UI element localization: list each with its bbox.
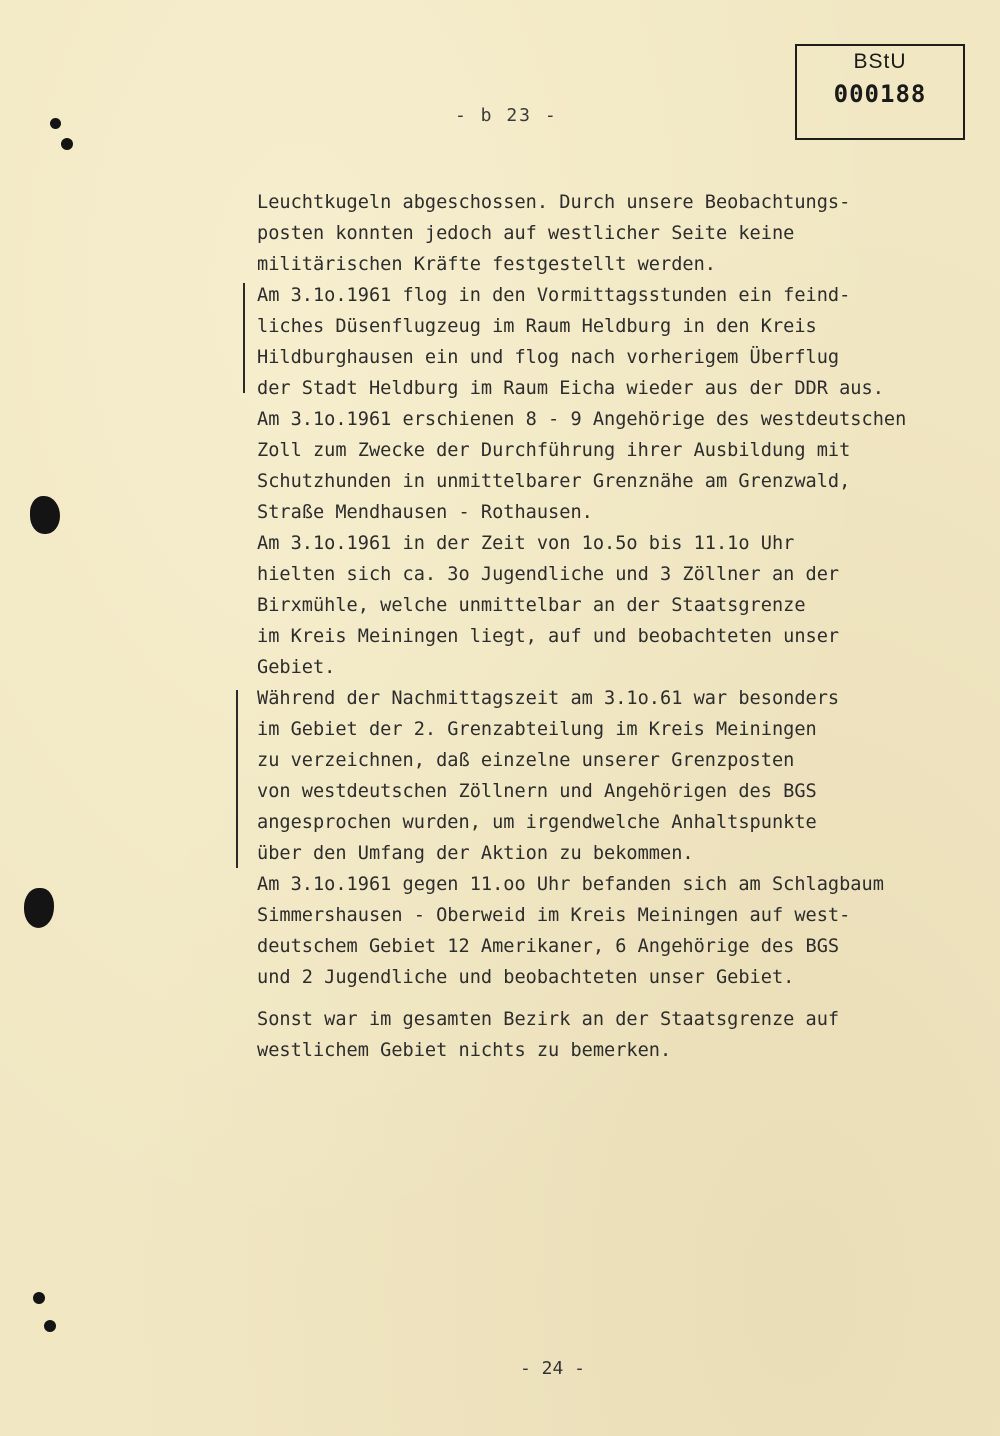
text-line: hielten sich ca. 3o Jugendliche und 3 Zöllner an der xyxy=(257,564,840,585)
text-line: Am 3.1o.1961 flog in den Vormittagsstunden ein feind- xyxy=(257,285,851,306)
text-line: militärischen Kräfte festgestellt werden. xyxy=(257,254,716,275)
text-line: angesprochen wurden, um irgendwelche Anhaltspunkte xyxy=(257,812,817,833)
paragraph xyxy=(257,528,997,683)
margin-bracket xyxy=(243,283,245,393)
text-line: Straße Mendhausen - Rothausen. xyxy=(257,502,593,523)
text-line: Schutzhunden in unmittelbarer Grenznähe am Grenzwald, xyxy=(257,471,851,492)
paragraph-gap xyxy=(257,993,997,1004)
page-marker: - b 23 - xyxy=(455,105,558,126)
text-line: Hildburghausen ein und flog nach vorherigem Überflug xyxy=(257,347,840,368)
text-line: liches Düsenflugzeug im Raum Heldburg in den Kreis xyxy=(257,316,817,337)
text-line: der Stadt Heldburg im Raum Eicha wieder aus der DDR aus. xyxy=(257,378,884,399)
stamp-agency: BStU xyxy=(853,50,907,73)
text-line: im Gebiet der 2. Grenzabteilung im Kreis Meiningen xyxy=(257,719,817,740)
paragraph xyxy=(257,404,997,528)
punch-hole-mark xyxy=(61,138,73,150)
stamp-number: 000188 xyxy=(833,80,927,108)
archive-stamp xyxy=(795,44,965,140)
punch-hole-mark xyxy=(24,888,54,928)
text-line: deutschem Gebiet 12 Amerikaner, 6 Angehörige des BGS xyxy=(257,936,840,957)
text-line: Zoll zum Zwecke der Durchführung ihrer Ausbildung mit xyxy=(257,440,851,461)
text-line: Leuchtkugeln abgeschossen. Durch unsere Beobachtungs- xyxy=(257,192,851,213)
text-line: Am 3.1o.1961 gegen 11.oo Uhr befanden sich am Schlagbaum xyxy=(257,874,884,895)
text-line: zu verzeichnen, daß einzelne unserer Grenzposten xyxy=(257,750,795,771)
text-line: Birxmühle, welche unmittelbar an der Staatsgrenze xyxy=(257,595,806,616)
text-line: Am 3.1o.1961 erschienen 8 - 9 Angehörige des westdeutschen xyxy=(257,409,907,430)
page-number: - 24 - xyxy=(520,1358,586,1379)
margin-bracket xyxy=(236,690,238,868)
text-line: Simmershausen - Oberweid im Kreis Meiningen auf west- xyxy=(257,905,851,926)
text-line: und 2 Jugendliche und beobachteten unser Gebiet. xyxy=(257,967,795,988)
text-line: westlichem Gebiet nichts zu bemerken. xyxy=(257,1040,672,1061)
text-line: im Kreis Meiningen liegt, auf und beobachteten unser xyxy=(257,626,840,647)
text-line: Sonst war im gesamten Bezirk an der Staatsgrenze auf xyxy=(257,1009,840,1030)
paragraph xyxy=(257,280,997,404)
punch-hole-mark xyxy=(44,1320,56,1332)
paragraph xyxy=(257,869,997,993)
text-line: von westdeutschen Zöllnern und Angehörigen des BGS xyxy=(257,781,817,802)
document-body xyxy=(257,187,997,1066)
text-line: posten konnten jedoch auf westlicher Seite keine xyxy=(257,223,795,244)
text-line: Gebiet. xyxy=(257,657,336,678)
punch-hole-mark xyxy=(33,1292,45,1304)
paragraph xyxy=(257,187,997,280)
paragraph xyxy=(257,1004,997,1066)
punch-hole-mark xyxy=(50,118,61,129)
text-line: Während der Nachmittagszeit am 3.1o.61 war besonders xyxy=(257,688,840,709)
paragraph xyxy=(257,683,997,869)
punch-hole-mark xyxy=(30,496,60,534)
text-line: über den Umfang der Aktion zu bekommen. xyxy=(257,843,694,864)
text-line: Am 3.1o.1961 in der Zeit von 1o.5o bis 11.1o Uhr xyxy=(257,533,795,554)
